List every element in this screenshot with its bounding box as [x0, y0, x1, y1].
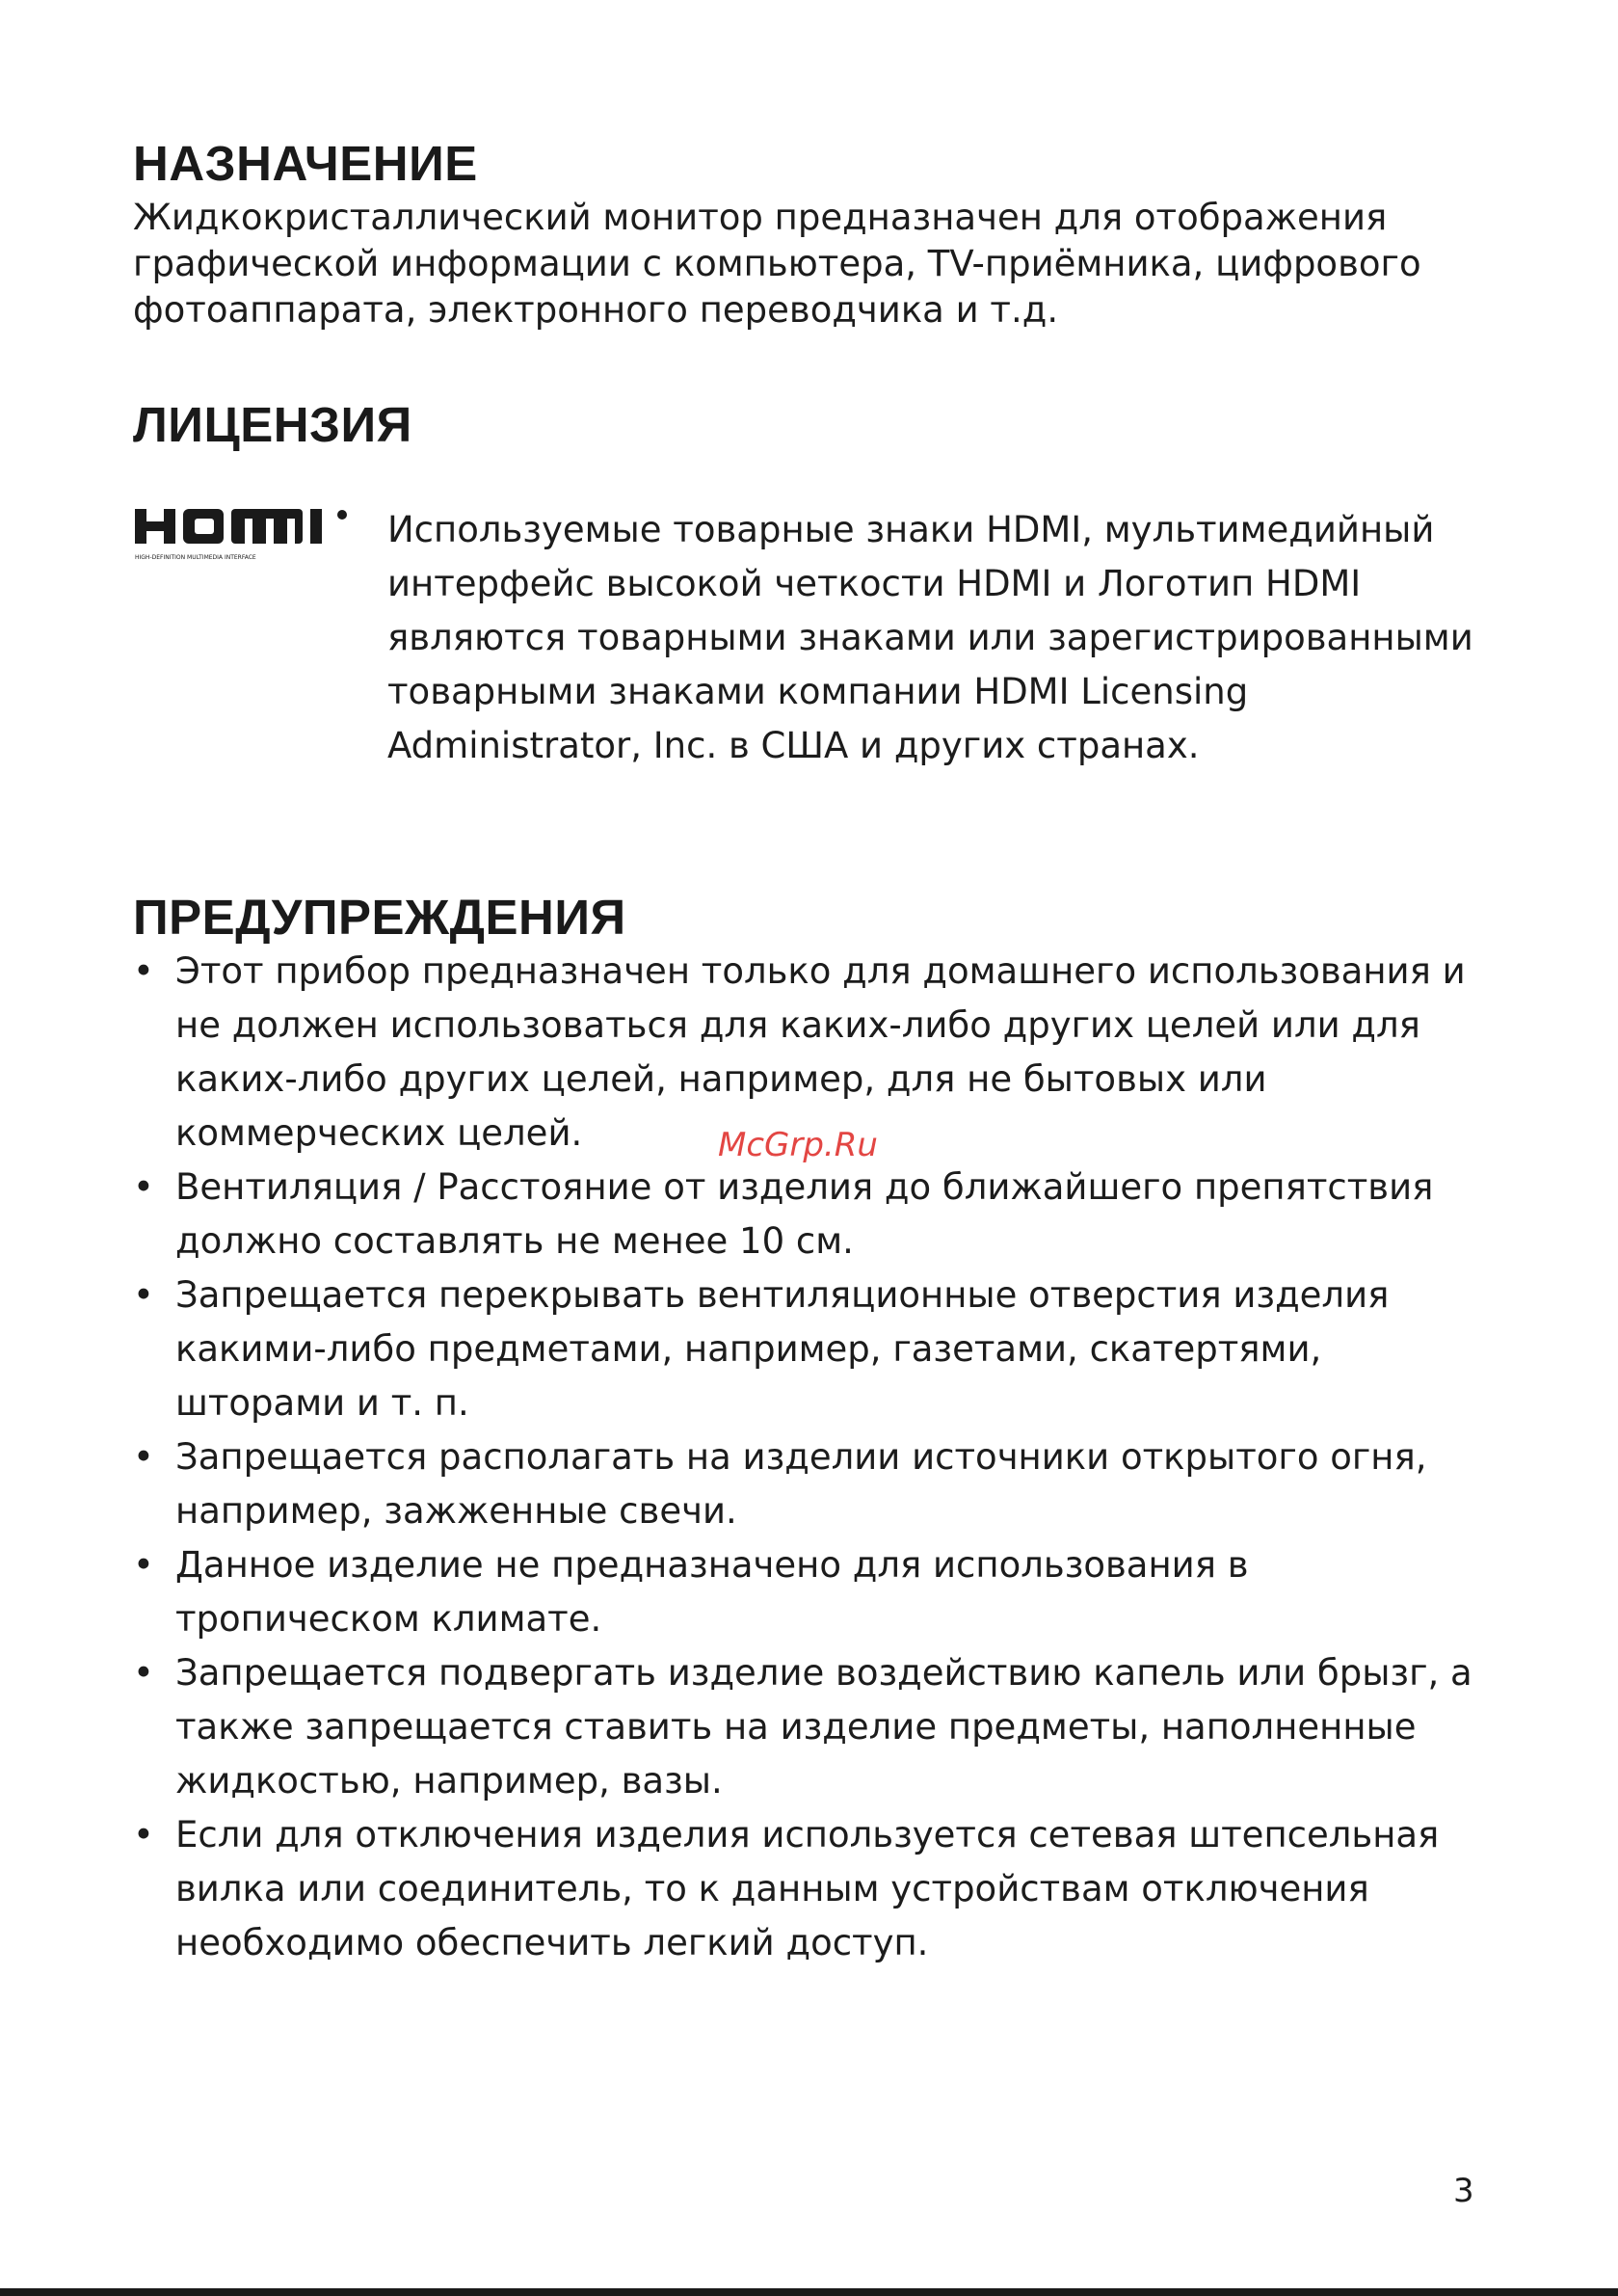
warning-text: Если для отключения изделия используется сетевая штепсельная вилка или соединитель, то к данным устройствам отключения необходимо обеспечить легкий доступ.	[175, 1814, 1440, 1963]
section-title-license: ЛИЦЕНЗИЯ	[133, 397, 412, 452]
warning-text: Запрещается располагать на изделии источники открытого огня, например, зажженные свечи.	[175, 1436, 1427, 1532]
warning-text: Запрещается подвергать изделие воздействию капель или брызг, а также запрещается ставить на изделие предметы, наполненные жидкостью, например, вазы.	[175, 1652, 1472, 1802]
warning-item	[133, 1430, 1501, 1538]
warning-item	[133, 1161, 1501, 1268]
warning-text: Запрещается перекрывать вентиляционные отверстия изделия какими-либо предметами, например, газетами, скатертями, шторами и т. п.	[175, 1274, 1390, 1424]
page-number: 3	[1453, 2172, 1474, 2210]
bottom-rule	[0, 2288, 1618, 2296]
bullet-icon: •	[133, 1652, 154, 1694]
bullet-icon: •	[133, 1274, 154, 1316]
warnings-list	[133, 945, 1501, 1970]
bullet-icon: •	[133, 1166, 154, 1208]
warning-item	[133, 1268, 1501, 1430]
bullet-icon: •	[133, 1436, 154, 1478]
warning-text: Вентиляция / Расстояние от изделия до ближайшего препятствия должно составлять не менее 10 см.	[175, 1166, 1434, 1262]
bullet-icon: •	[133, 1544, 154, 1586]
warning-item	[133, 1808, 1501, 1970]
warning-item	[133, 1538, 1501, 1646]
bullet-icon: •	[133, 1814, 154, 1855]
purpose-paragraph: Жидкокристаллический монитор предназначен для отображения графической информации с компьютера, TV-приёмника, цифрового фотоаппарата, электронного переводчика и т.д.	[133, 197, 1421, 331]
section-title-purpose: НАЗНАЧЕНИЕ	[133, 136, 478, 191]
warning-item	[133, 1646, 1501, 1808]
watermark: McGrp.Ru	[718, 1126, 878, 1164]
hdmi-logo-tagline: HIGH-DEFINITION MULTIMEDIA INTERFACE	[135, 554, 256, 561]
warning-text: Этот прибор предназначен только для домашнего использования и не должен использоваться для каких-либо других целей или для каких-либо других целей, например, для не бытовых или коммерческих целей.	[175, 950, 1466, 1154]
warning-text: Данное изделие не предназначено для использования в тропическом климате.	[175, 1544, 1249, 1640]
section-title-warnings: ПРЕДУПРЕЖДЕНИЯ	[133, 890, 626, 945]
hdmi-logo	[135, 509, 355, 563]
bullet-icon: •	[133, 950, 154, 992]
license-paragraph: Используемые товарные знаки HDMI, мультимедийный интерфейс высокой четкости HDMI и Логотип HDMI являются товарными знаками или зарегистрированными товарными знаками компании HDMI Licensing Administrator, Inc. в США и других странах.	[387, 509, 1473, 766]
